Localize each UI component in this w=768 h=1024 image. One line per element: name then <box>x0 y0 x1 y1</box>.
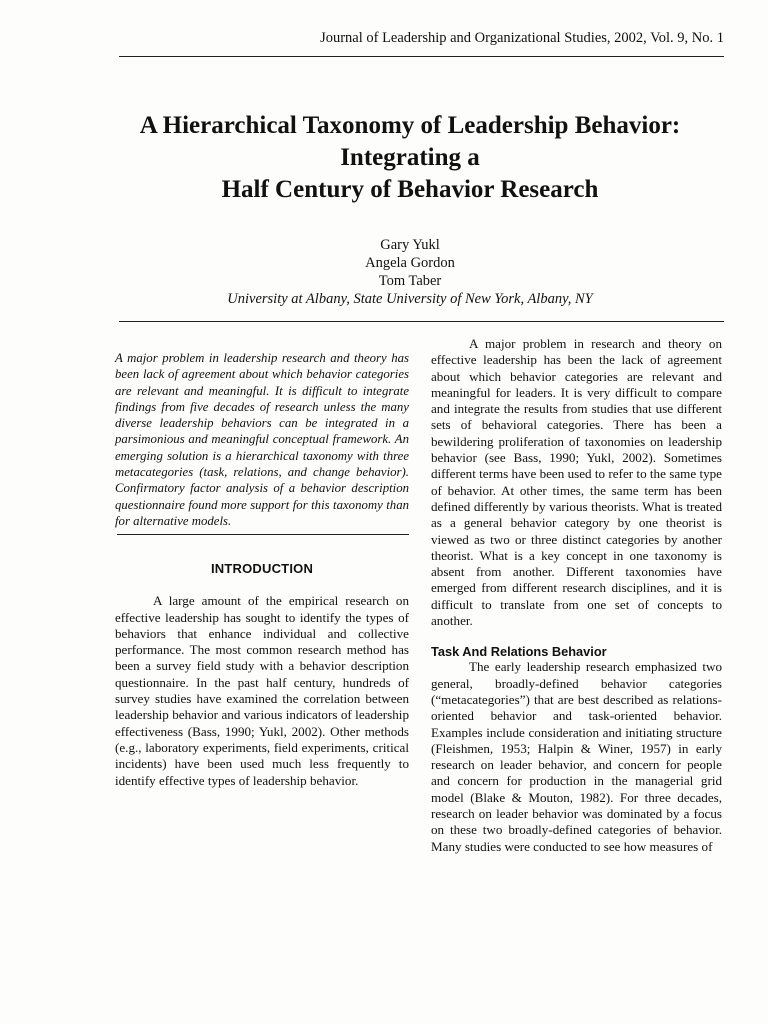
title-line-1: A Hierarchical Taxonomy of Leadership Behavior: <box>139 112 681 139</box>
left-column <box>115 350 409 789</box>
introduction-paragraph: A major problem in research and theory on effective leadership has been the lack of agreement about which behavior categories are relevant and meaningful for leaders. It is very difficult to compare and integrate the results from studies that use different sets of behavioral categories. There has been a bewildering proliferation of taxonomies on leadership behavior (see Bass, 1990; Yukl, 2002). Sometimes different terms have been used to refer to the same type of behavior. At other times, the same term has been defined differently by various theorists. What is treated as a general behavior category by one theorist is viewed as two or three distinct categories by another theorist. What is a key concept in one taxonomy is absent from another. Different taxonomies have emerged from different research disciplines, and it is difficult to translate from one set of concepts to another. <box>431 336 722 629</box>
author-affiliation: University at Albany, State University of New York, Albany, NY <box>227 291 593 307</box>
author-name: Angela Gordon <box>365 255 455 271</box>
abstract: A major problem in leadership research and theory has been lack of agreement about which behavior categories are relevant and meaningful. It is difficult to integrate findings from five decades of research unless the many diverse leadership behaviors can be integrated in a parsimonious and meaningful conceptual framework. An emerging solution is a hierarchical taxonomy with three metacategories (task, relations, and change behavior). Confirmatory factor analysis of a behavior description questionnaire found more support for this taxonomy than for alternative models. <box>115 351 409 528</box>
header-rule <box>119 56 724 57</box>
abstract-top-rule <box>119 321 724 322</box>
introduction-paragraph: A large amount of the empirical research on effective leadership has sought to identify the types of behaviors that enhance individual and collective performance. The most common research method has been a survey field study with a behavior description questionnaire. In the past half century, hundreds of survey studies have examined the correlation between leadership behavior and various indicators of leadership effectiveness (Bass, 1990; Yukl, 2002). Other methods (e.g., laboratory experiments, field experiments, critical incidents) have been used much less frequently to identify effective types of leadership behavior. <box>115 593 409 788</box>
author-block <box>90 236 730 308</box>
title-line-3: Half Century of Behavior Research <box>221 176 599 203</box>
running-head: Journal of Leadership and Organizational Studies, 2002, Vol. 9, No. 1 <box>320 30 724 46</box>
title-line-2: Integrating a <box>340 144 480 171</box>
task-relations-paragraph: The early leadership research emphasized two general, broadly-defined behavior categories (“metacategories”) that are best described as relations-oriented behavior and task-oriented behavior. Examples include consideration and initiating structure (Fleishmen, 1953; Halpin & Winer, 1957) in early research on leader behavior, and concern for people and concern for production in the managerial grid model (Blake & Mouton, 1982). For three decades, research on leader behavior was dominated by a focus on these two broadly-defined categories of behavior. Many studies were conducted to see how measures of <box>431 659 722 854</box>
author-name: Tom Taber <box>378 273 442 289</box>
introduction-heading: INTRODUCTION <box>210 561 314 577</box>
paper-title <box>90 110 730 206</box>
abstract-bottom-rule <box>117 534 409 535</box>
task-relations-heading: Task And Relations Behavior <box>431 644 607 660</box>
author-name: Gary Yukl <box>380 237 440 253</box>
right-column <box>431 336 722 855</box>
